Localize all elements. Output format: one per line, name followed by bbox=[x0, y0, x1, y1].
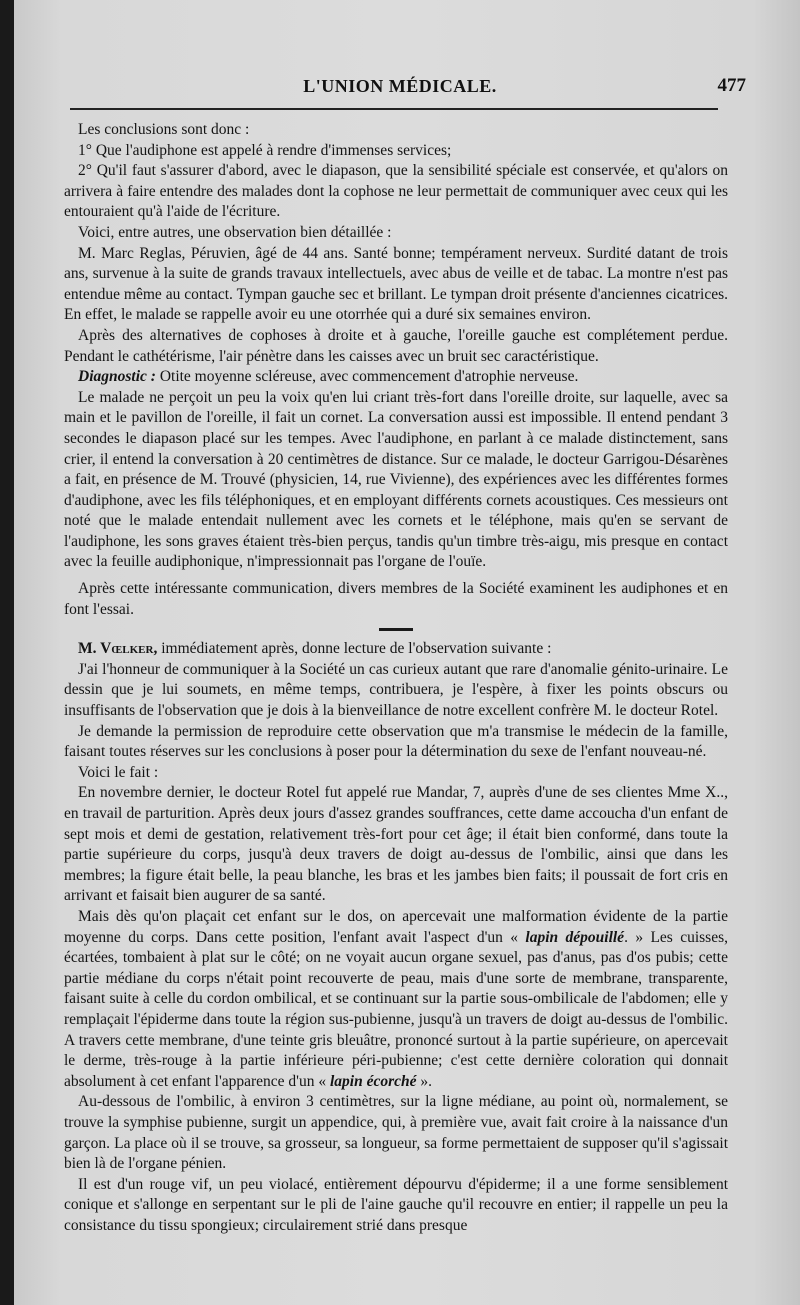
paragraph bbox=[64, 367, 728, 388]
paragraph: Il est d'un rouge vif, un peu violacé, entièrement dépourvu d'épiderme; il a une forme sensiblement conique et s'allonge en serpentant sur le pli de l'aine gauche qu'il recouvre en entier; il rappelle un peu la consistance du tissu spongieux; circulairement strié dans presque bbox=[64, 1175, 728, 1234]
paragraph: M. Marc Reglas, Péruvien, âgé de 44 ans. Santé bonne; tempérament nerveux. Surdité datant de trois ans, survenue à la suite de grands travaux intellectuels, avec abus de veille et de tabac. La montre n'est pas entendue même au contact. Tympan gauche sec et brillant. Le tympan droit présente d'anciennes cicatrices. En effet, le malade se rappelle avoir eu une otorrhée qui a duré six semaines environ. bbox=[64, 244, 728, 324]
paragraph: Les conclusions sont donc : bbox=[78, 121, 250, 138]
paragraph: Je demande la permission de reproduire cette observation que m'a transmise le médecin de la famille, faisant toutes réserves sur les conclusions à poser pour la détermination du sexe de l'enfant nouveau-né. bbox=[64, 722, 728, 761]
paragraph: Après cette intéressante communication, divers membres de la Société examinent les audiphones et en font l'essai. bbox=[64, 580, 728, 618]
emphasis: lapin écorché bbox=[329, 1072, 417, 1090]
section-divider bbox=[379, 628, 413, 631]
paragraph: Voici le fait : bbox=[78, 763, 159, 781]
paragraph: Le malade ne perçoit un peu la voix qu'en lui criant très-fort dans l'oreille droite, sur laquelle, avec sa main et le pavillon de l'oreille, il fait un cornet. La conversation aussi est impossible. Il entend pendant 3 secondes le diapason placé sur les tempes. Avec l'audiphone, en parlant à ce malade distinctement, sans crier, il entend la conversation à 20 centimètres de distance. Sur ce malade, le docteur Garrigou-Désarènes a fait, en présence de M. Trouvé (physicien, 14, rue Vivienne), des expériences avec les différentes formes d'audiphone, avec les fils téléphoniques, et en employant différents cornets acoustiques. Ces messieurs ont noté que le malade entendait nullement avec les cornets et le téléphone, mais qu'en se servant de l'audiphone, les sons graves étaient très-bien perçus, tandis qu'un timbre très-aigu, mis presque en contact avec la feuille audiphonique, n'impressionnait pas l'organe de l'ouïe. bbox=[64, 388, 728, 571]
paragraph-text: ». bbox=[416, 1072, 432, 1090]
page-number: 477 bbox=[717, 75, 746, 96]
speaker-name: M. Vœlker, bbox=[78, 640, 158, 658]
paragraph: Au-dessous de l'ombilic, à environ 3 centimètres, sur la ligne médiane, au point où, normalement, se trouve la symphise pubienne, surgit un appendice, qui, à première vue, avait fait croire à la naissance d'un garçon. La place où il se trouve, sa grosseur, sa longueur, sa forme permettaient de supposer qu'il s'agissait bien là de l'organe pénien. bbox=[64, 1093, 728, 1173]
paragraph: Voici, entre autres, une observation bien détaillée : bbox=[78, 223, 392, 241]
paragraph: Après des alternatives de cophoses à droite et à gauche, l'oreille gauche est complétement perdue. Pendant le cathétérisme, l'air pénètre dans les caisses avec un bruit sec caractéristique. bbox=[64, 326, 728, 365]
body-text bbox=[64, 120, 728, 1236]
diagnostic-label: Diagnostic : bbox=[78, 368, 156, 386]
paragraph: 1° Que l'audiphone est appelé à rendre d'immenses services; bbox=[78, 141, 452, 159]
emphasis: lapin dépouillé bbox=[525, 928, 625, 946]
paragraph: 2° Qu'il faut s'assurer d'abord, avec le diapason, que la sensibilité spéciale est conservée, et qu'alors on arrivera à faire entendre des malades dont la cophose ne leur permettait de communiquer avec ceux qui les entouraient qu'à l'aide de l'écriture. bbox=[64, 162, 728, 221]
paragraph-text: immédiatement après, donne lecture de l'observation suivante : bbox=[157, 640, 552, 658]
running-title: L'UNION MÉDICALE. bbox=[303, 76, 497, 96]
paragraph: En novembre dernier, le docteur Rotel fut appelé rue Mandar, 7, auprès d'une de ses clientes Mme X.., en travail de parturition. Après deux jours d'assez grandes souffrances, cette dame accoucha d'un enfant de sept mois et demi de gestation, relativement très-fort pour cet âge; il était bien conformé, dans toute la partie supérieure du corps, jusqu'à deux travers de doigt au-dessus de l'ombilic, ainsi que dans les membres; la figure était belle, la peau blanche, les bras et les jambes bien faits; il poussait de fort cris en arrivant et faisait bien augurer de sa santé. bbox=[64, 784, 728, 905]
paragraph bbox=[64, 907, 728, 1092]
header-rule bbox=[70, 108, 718, 110]
document-page bbox=[14, 0, 800, 1305]
paragraph-text: . » Les cuisses, écartées, tombaient à plat sur le côté; on ne voyait aucun organe sexuel, pas d'anus, pas d'os pubis; cette partie médiane du corps n'était point recouverte de peau, mais d'une sorte de membrane, transparente, faisant suite à celle du cordon ombilical, et se continuant sur la partie sous-ombilicale de l'abdomen; elle y remplaçait l'épiderme dans toute la région sus-pubienne, jusqu'à un travers de doigt au-dessus de l'ombilic. A travers cette membrane, d'une teinte gris bleuâtre, prononcé surtout à la partie supérieure, on apercevait le derme, très-rouge à la partie inférieure péri-pubienne; c'est cette dernière coloration qui donnait absolument à cet enfant l'apparence d'un « bbox=[64, 928, 728, 1090]
paragraph: J'ai l'honneur de communiquer à la Société un cas curieux autant que rare d'anomalie génito-urinaire. Le dessin que je lui soumets, en même temps, contribuera, je l'espère, à fixer les points obscurs ou insuffisants de l'observation que je dois à la bienveillance de notre excellent confrère M. le docteur Rotel. bbox=[64, 660, 728, 720]
diagnostic-text: Otite moyenne scléreuse, avec commencement d'atrophie nerveuse. bbox=[155, 368, 579, 386]
paragraph bbox=[64, 639, 728, 660]
page-header bbox=[54, 76, 746, 102]
paragraph-text: Mais dès qu'on plaçait cet enfant sur le dos, on apercevait une malformation évidente de la partie moyenne du corps. Dans cette position, l'enfant avait l'aspect d'un « bbox=[64, 907, 728, 946]
